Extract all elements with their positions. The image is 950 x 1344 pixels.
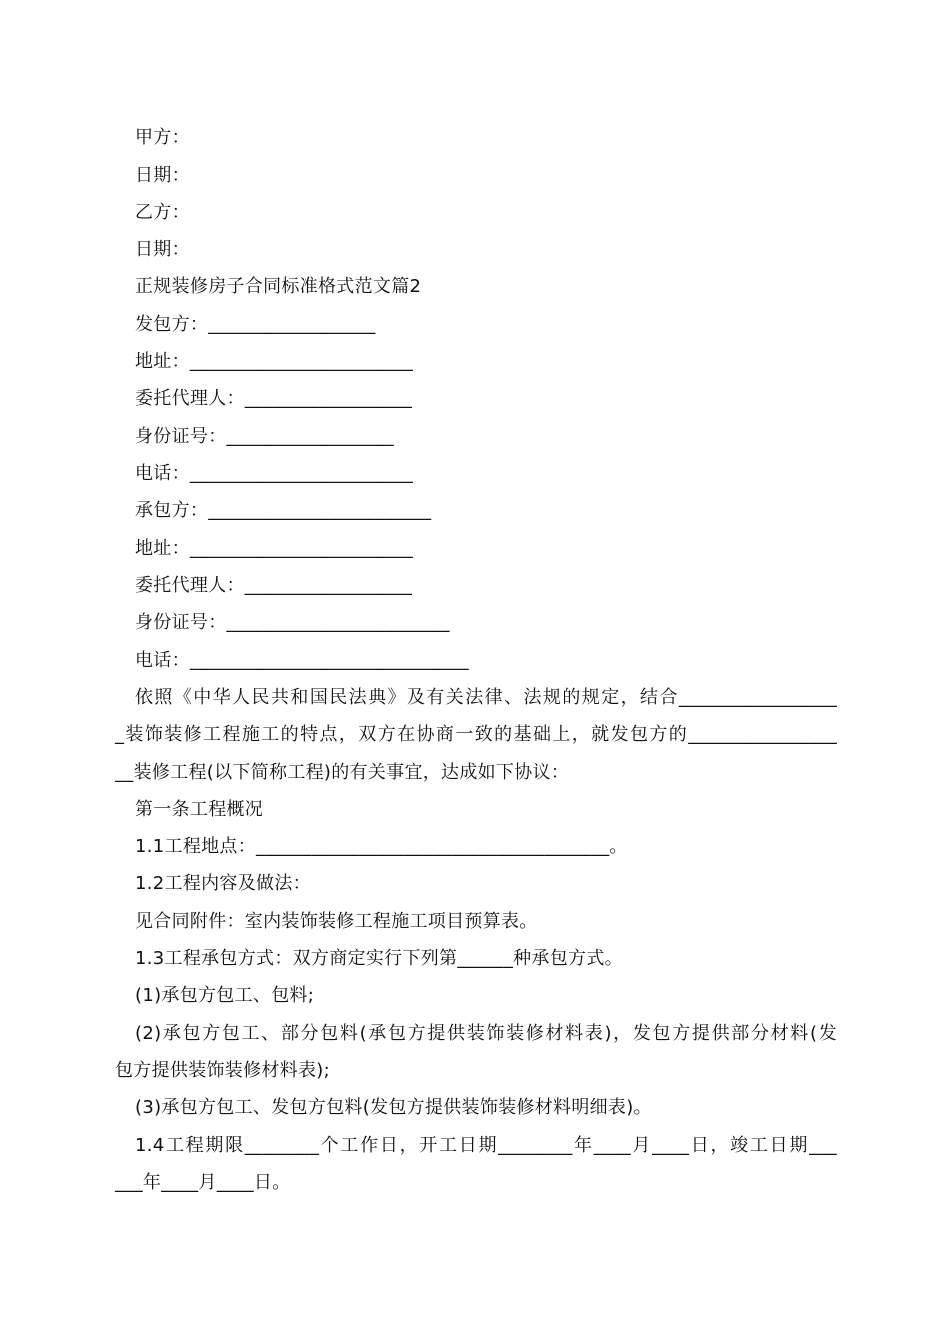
party-a-label: 甲方： [135,127,190,148]
clause-1-4-line-1: 1.4工程期限________个工作日，开工日期________年____月____日，竣工日期___ [135,1135,837,1156]
preamble-line-3: __装修工程(以下简称工程)的有关事宜，达成如下协议： [115,762,570,783]
clause-1-4-line-2: ___年____月____日。 [115,1172,291,1193]
client-phone-field: 电话：________________________ [135,463,414,484]
contractor-address-field: 地址：________________________ [135,538,414,559]
preamble-line-2: _装饰装修工程施工的特点，双方在协商一致的基础上，就发包方的________________ [115,724,837,745]
option-2-line-2: 包方提供装饰装修材料表); [115,1060,330,1081]
preamble-line-1: 依照《中华人民共和国民法典》及有关法律、法规的规定，结合_________________ [135,687,837,708]
date-label-b: 日期： [135,239,190,260]
contractor-id-field: 身份证号：________________________ [135,612,450,633]
client-id-field: 身份证号：__________________ [135,426,394,447]
option-3: (3)承包方包工、发包方包料(发包方提供装饰装修材料明细表)。 [135,1097,652,1118]
contractor-agent-field: 委托代理人：__________________ [135,575,413,596]
clause-1-1: 1.1工程地点：______________________________________。 [135,836,628,857]
client-field: 发包方：__________________ [135,314,376,335]
client-address-field: 地址：________________________ [135,351,414,372]
section-heading: 正规装修房子合同标准格式范文篇2 [135,276,422,297]
clause-1-2: 1.2工程内容及做法： [135,873,311,894]
client-agent-field: 委托代理人：__________________ [135,388,413,409]
clause-1-3: 1.3工程承包方式：双方商定实行下列第______种承包方式。 [135,948,623,969]
contractor-phone-field: 电话：______________________________ [135,650,469,671]
option-1: (1)承包方包工、包料; [135,985,315,1006]
attachment-note: 见合同附件：室内装饰装修工程施工项目预算表。 [135,911,538,932]
party-b-label: 乙方： [135,202,190,223]
date-label-a: 日期： [135,165,190,186]
article-1-heading: 第一条工程概况 [135,799,264,820]
option-2-line-1: (2)承包方包工、部分包料(承包方提供装饰装修材料表)，发包方提供部分材料(发 [135,1023,837,1044]
contractor-field: 承包方：________________________ [135,500,432,521]
